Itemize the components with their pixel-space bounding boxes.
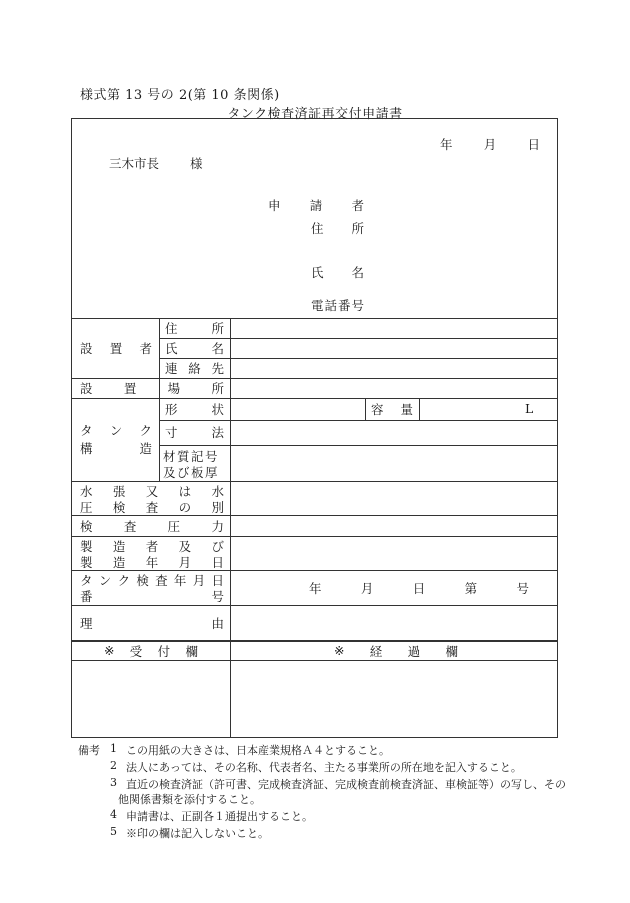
tank-dimensions-label: 寸 法 [165, 425, 224, 440]
test-type-label-line1: 水 張 又 は 水 [80, 483, 224, 499]
installer-contact-label: 連 絡 先 [165, 361, 224, 376]
reception-column-header: ※ 受 付 欄 [104, 643, 198, 659]
manufacturer-label-line2: 製 造 年 月 日 [80, 554, 224, 570]
form-number: 様式第 13 号の 2(第 10 条関係) [80, 88, 280, 103]
document-title: タンク検査済証再交付申請書 [227, 107, 403, 122]
installer-address-label: 住 所 [165, 321, 224, 336]
test-pressure-label: 検 査 圧 力 [80, 519, 224, 534]
note-item: この用紙の大きさは、日本産業規格Ａ４とすること。 [126, 744, 390, 757]
notes-label: 備考 [78, 744, 100, 757]
honorific: 様 [190, 156, 203, 171]
progress-column-header: ※ 経 過 欄 [334, 643, 458, 659]
tank-label-line2: 構 造 [80, 441, 152, 456]
tank-capacity-label: 容 量 [371, 402, 413, 417]
manufacturer-label-line1: 製 造 者 及 び [80, 538, 224, 554]
test-type-label-line2: 圧 検 査 の 別 [80, 499, 224, 515]
applicant-name-label: 氏 名 [311, 265, 364, 280]
note-item: 直近の検査済証（許可書、完成検査済証、完成検査前検査済証、車検証等）の写し、その [126, 778, 566, 791]
installer-label: 設 置 者 [80, 341, 152, 356]
applicant-address-label: 住 所 [311, 221, 364, 236]
tank-label-line1: タ ン ク [80, 423, 152, 438]
note-item: ※印の欄は記入しないこと。 [126, 827, 269, 840]
applicant-phone-label: 電話番号 [311, 298, 366, 313]
applicant-label: 申 請 者 [268, 198, 364, 213]
tank-shape-label: 形 状 [165, 402, 224, 417]
note-item: 申請書は、正副各１通提出すること。 [126, 810, 313, 823]
inspection-date-label-line1: タ ン ク 検 査 年 月 日 [80, 572, 224, 588]
inspection-date-value: 年 月 日 第 号 [309, 581, 529, 596]
note-item: 法人にあっては、その名称、代表者名、主たる事業所の所在地を記入すること。 [126, 761, 522, 774]
inspection-date-label-line2: 番 号 [80, 588, 224, 604]
note-item: 他関係書類を添付すること。 [118, 793, 261, 806]
reason-label: 理 由 [80, 616, 224, 631]
tank-material-label-line2: 及び板厚 [163, 465, 220, 480]
tank-material-label-line1: 材質記号 [163, 449, 220, 464]
location-label: 設 置 場 所 [80, 381, 224, 396]
installer-name-label: 氏 名 [165, 341, 224, 356]
tank-capacity-unit: L [525, 401, 534, 416]
application-date: 年 月 日 [440, 137, 540, 152]
addressee: 三木市長 [109, 156, 160, 171]
